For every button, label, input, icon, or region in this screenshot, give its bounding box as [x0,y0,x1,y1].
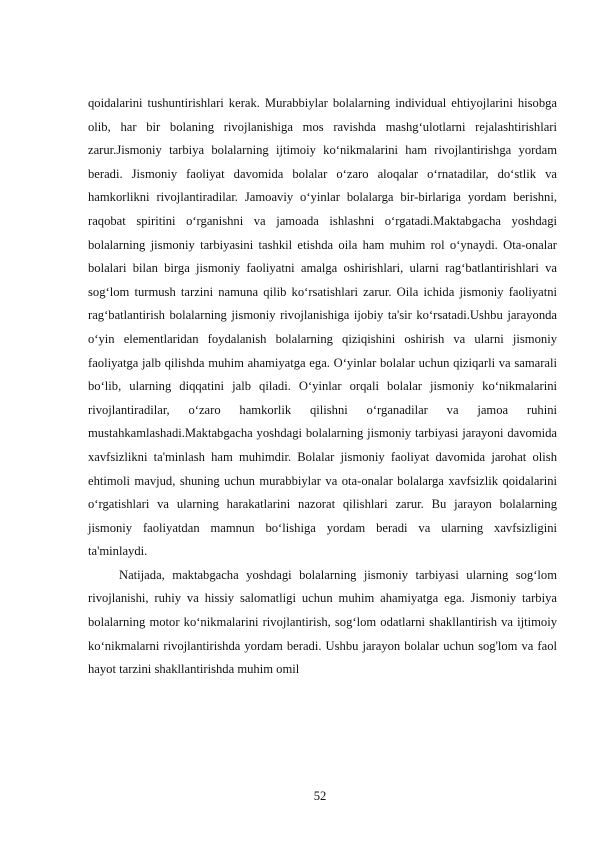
paragraph-conclusion: Natijada, maktabgacha yoshdagi bolalarning jismoniy tarbiyasi ularning sog‘lom rivojlanishi, ruhiy va hissiy salomatligi uchun muhim ahamiyatga ega. Jismoniy tarbiya bolalarning motor ko‘nikmalarini rivojlantirish, sog‘lom odatlarni shakllantirish va ijtimoiy ko‘nikmalarni rivojlantirishda yordam beradi. Ushbu jarayon bolalar uchun sog'lom va faol hayot tarzini shakllantirishda muhim omil [88,567,557,677]
paragraph-continued: qoidalarini tushuntirishlari kerak. Murabbiylar bolalarning individual ehtiyojlarini hisobga olib, har bir bolaning rivojlanishiga mos ravishda mashg‘ulotlarni rejalashtirishlari zarur.Jismoniy tarbiya bolalarning ijtimoiy ko‘nikmalarini ham rivojlantirishga yordam beradi. Jismoniy faoliyat davomida bolalar o‘zaro aloqalar o‘rnatadilar, do‘stlik va hamkorlikni rivojlantiradilar. Jamoaviy o‘yinlar bolalarga bir-birlariga yordam berishni, raqobat spiritini o‘rganishni va jamoada ishlashni o‘rgatadi.Maktabgacha yoshdagi bolalarning jismoniy tarbiyasini tashkil etishda oila ham muhim rol o‘ynaydi. Ota-onalar bolalari bilan birga jismoniy faoliyatni amalga oshirishlari, ularni rag‘batlantirishlari va sog‘lom turmush tarzini namuna qilib ko‘rsatishlari zarur. Oila ichida jismoniy faoliyatni rag‘batlantirish bolalarning jismoniy rivojlanishiga ijobiy ta'sir ko‘rsatadi.Ushbu jarayonda o‘yin elementlaridan foydalanish bolalarning qiziqishini oshirish va ularni jismoniy faoliyatga jalb qilishda muhim ahamiyatga ega. O‘yinlar bolalar uchun qiziqarli va samarali bo‘lib, ularning diqqatini jalb qiladi. O‘yinlar orqali bolalar jismoniy ko‘nikmalarini rivojlantiradilar, o‘zaro hamkorlik qilishni o‘rganadilar va jamoa ruhini mustahkamlashadi.Maktabgacha yoshdagi bolalarning jismoniy tarbiyasi jarayoni davomida xavfsizlikni ta'minlash ham muhimdir. Bolalar jismoniy faoliyat davomida jarohat olish ehtimoli mavjud, shuning uchun murabbiylar va ota-onalar bolalarga xavfsizlik qoidalarini o‘rgatishlari va ularning harakatlarini nazorat qilishlari zarur. Bu jarayon bolalarning jismoniy faoliyatdan mamnun bo‘lishiga yordam beradi va ularning xavfsizligini ta'minlaydi. [88,96,557,559]
body-text [88,92,557,682]
page-number: 52 [313,789,327,803]
